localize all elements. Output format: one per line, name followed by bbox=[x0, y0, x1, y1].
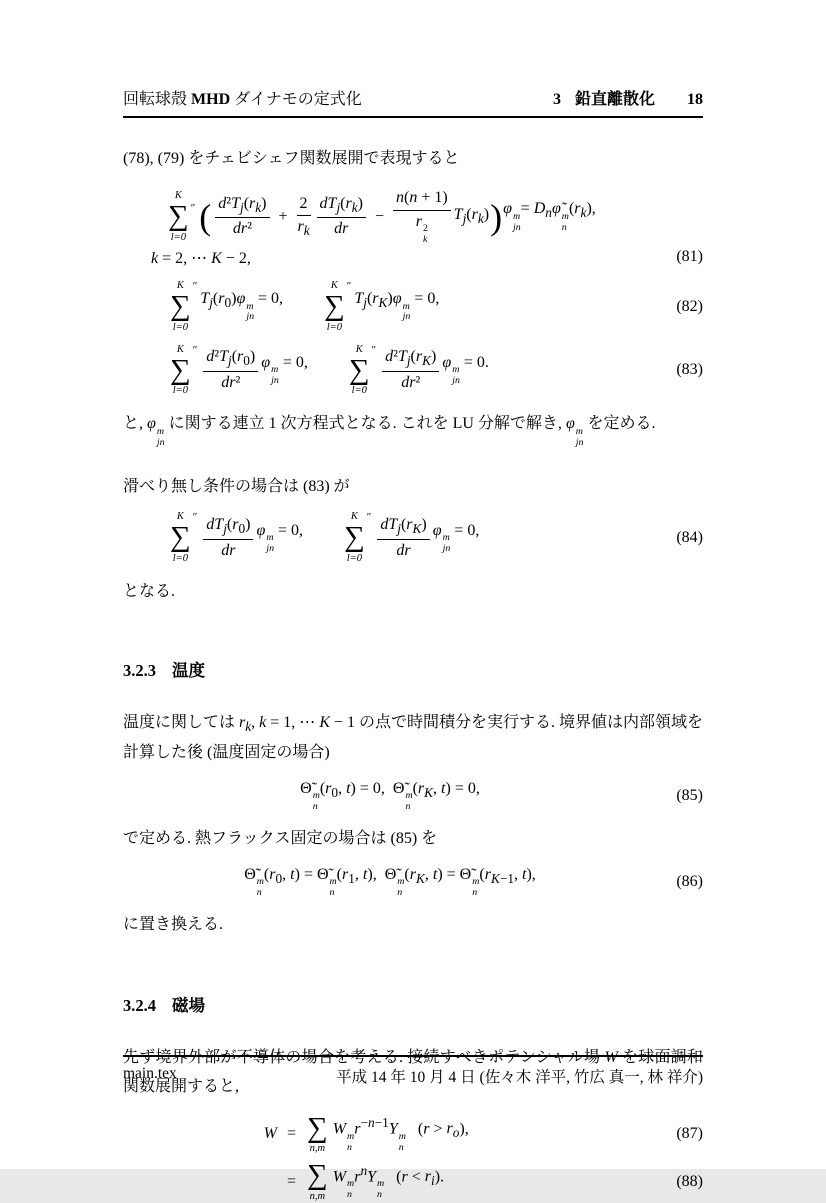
fraction-numerator: 2 bbox=[297, 194, 311, 217]
sigma-glyph: ∑ bbox=[307, 1111, 328, 1144]
paragraph-after83: と, φ m jn に関する連立 1 次方程式となる. これを LU 分解で解き, φ m jn を定める. bbox=[123, 415, 656, 448]
fraction-d2T-rK bbox=[382, 347, 439, 393]
boundary-term: $T_j(r_0)\varphi$ m jn = 0, bbox=[200, 290, 284, 323]
equation-number: (87) bbox=[676, 1125, 703, 1143]
sum-upper-limit: K bbox=[176, 343, 184, 355]
paragraph-magnetic: 先ず境界外部が不導体の場合を考える. 接続すべきポテンシャル場 W を球面調和関数展開すると, bbox=[123, 1048, 703, 1095]
equation-82 bbox=[123, 280, 703, 334]
fraction-numerator: $d^2T_j(r_0)$ bbox=[203, 347, 258, 372]
sigma-glyph: ∑ bbox=[324, 289, 345, 322]
fraction-nn1 bbox=[393, 188, 451, 246]
summation-symbol bbox=[170, 344, 191, 398]
sigma-glyph: ∑ bbox=[307, 1159, 328, 1192]
section-heading-324 bbox=[123, 992, 703, 1016]
phi-term: φ m jn = 0, bbox=[261, 353, 308, 387]
equation-83 bbox=[123, 344, 703, 398]
sum-lower-limit: l=0 bbox=[170, 231, 186, 243]
section-number: 3 bbox=[552, 91, 561, 108]
page-footer bbox=[123, 1055, 703, 1087]
equation-88 bbox=[123, 1161, 703, 1203]
section-heading-number: 3.2.4 bbox=[123, 995, 156, 1015]
equation-81-line2: k = 2, ⋯ K − 2, bbox=[151, 249, 251, 267]
fraction-numerator: n(n + 1) bbox=[393, 188, 451, 211]
equation-number: (88) bbox=[676, 1172, 703, 1190]
paragraph-sadameru: で定める. 熱フラックス固定の場合は (85) を bbox=[123, 830, 438, 848]
double-prime: ″ bbox=[192, 511, 198, 524]
fraction-dT-r0 bbox=[203, 515, 253, 561]
fraction-denominator: dr² bbox=[401, 373, 421, 391]
summation-symbol bbox=[170, 511, 191, 565]
fraction-denominator: dr bbox=[334, 220, 349, 238]
paragraph-intro: (78), (79) をチェビシェフ関数展開で表現すると bbox=[123, 150, 460, 167]
fraction-denominator: dr bbox=[396, 541, 411, 559]
running-title: 回転球殻 MHD ダイナモの定式化 bbox=[123, 91, 362, 108]
summation-symbol bbox=[324, 280, 345, 334]
equation-86 bbox=[123, 866, 703, 899]
sigma-glyph: ∑ bbox=[170, 289, 191, 322]
equation-number: (81) bbox=[676, 247, 703, 265]
sum-lower-limit: l=0 bbox=[172, 385, 188, 397]
fraction-denominator: r 2 k bbox=[415, 212, 428, 245]
fraction-d2T bbox=[215, 194, 269, 240]
equation-number: (82) bbox=[676, 297, 703, 315]
equation-81 bbox=[123, 188, 703, 268]
phi-term: φ m jn bbox=[503, 200, 521, 233]
sum-upper-limit: K bbox=[176, 279, 184, 291]
fraction-numerator: $d^2T_j(r_k)$ bbox=[215, 194, 269, 219]
equation-number: (86) bbox=[676, 873, 703, 891]
fraction-dT bbox=[317, 194, 366, 240]
plus-operator: + bbox=[278, 207, 288, 225]
double-prime: ″ bbox=[190, 201, 196, 214]
minus-operator: − bbox=[374, 207, 384, 225]
double-prime: ″ bbox=[366, 511, 372, 524]
fraction-dT-rK bbox=[377, 515, 429, 561]
equation-rhs: = $D_n\varphĩ$ m n $(r_k)$, bbox=[520, 200, 596, 233]
equation-82-body bbox=[123, 280, 657, 334]
section-heading-323 bbox=[123, 657, 703, 681]
sum-lower-limit: l=0 bbox=[172, 552, 188, 564]
summation-symbol bbox=[349, 344, 370, 398]
fraction-2-over-rk bbox=[297, 194, 311, 240]
fraction-denominator: dr² bbox=[221, 373, 241, 391]
sigma-glyph: ∑ bbox=[170, 353, 191, 386]
fraction-denominator: dr bbox=[221, 541, 236, 559]
double-prime: ″ bbox=[192, 343, 198, 356]
phi-term: φ m jn = 0. bbox=[442, 353, 489, 387]
section-heading-title: 磁場 bbox=[172, 995, 205, 1015]
lhs-W: W bbox=[263, 1125, 277, 1143]
equation-81-line1: K ∑ l=0 ″ ( $\frac{d^2T_j(r_k)}{\text{dr²}}$ + $\frac{2}{r_k}$ $\frac{dT_j(r_k)}{dr}$ − n(n + 1) r 2 k $T_j(r_k)$ ) φ m jn = $D_n\varphĩ$ m n $(r_k)$, bbox=[168, 188, 596, 245]
fraction-numerator: $d^2T_j(r_K)$ bbox=[382, 347, 439, 372]
equation-88-body bbox=[123, 1161, 657, 1203]
fraction-d2T-r0 bbox=[203, 347, 258, 393]
equals-sign: = bbox=[287, 1125, 297, 1143]
fraction-denominator: dr² bbox=[232, 220, 252, 238]
sigma-glyph: ∑ bbox=[348, 353, 370, 386]
section-heading-title: 温度 bbox=[172, 660, 205, 680]
equation-85-body: Θ̃ m n ($r_0$, t) = 0, Θ̃ m n ($r_K$, t) = 0, bbox=[300, 779, 480, 813]
sigma-glyph: ∑ bbox=[170, 521, 191, 554]
sum-upper-limit: K bbox=[174, 189, 182, 201]
double-prime: ″ bbox=[371, 343, 377, 356]
footer-filename: main.tex bbox=[123, 1065, 177, 1082]
fraction-numerator: $dT_j(r_K)$ bbox=[377, 515, 429, 540]
sum-upper-limit: K bbox=[330, 279, 338, 291]
equation-81-body bbox=[123, 188, 657, 268]
paragraph-okikaeru: に置き換える. bbox=[123, 916, 224, 934]
sum-lower-limit: l=0 bbox=[326, 321, 343, 333]
page-number: 18 bbox=[687, 91, 703, 108]
sum-lower-limit: l=0 bbox=[351, 385, 367, 397]
equation-87 bbox=[123, 1111, 703, 1156]
section-title: 鉛直離散化 bbox=[574, 91, 655, 108]
boundary-term: $T_j(r_K)\varphi$ m jn = 0, bbox=[354, 290, 440, 323]
sum-lower-limit: n,m bbox=[309, 1143, 326, 1155]
equation-84 bbox=[123, 511, 703, 565]
equation-83-body bbox=[123, 344, 657, 398]
potential-expansion: W m n $r^nY$ m n $(r < r_i)$. bbox=[332, 1162, 445, 1201]
section-heading-number: 3.2.3 bbox=[123, 660, 156, 680]
sum-lower-limit: l=0 bbox=[172, 321, 188, 333]
footer-date-authors: 平成 14 年 10 月 4 日 (佐々木 洋平, 竹広 真一, 林 祥介) bbox=[336, 1069, 703, 1086]
phi-term: φ m jn = 0, bbox=[256, 521, 304, 554]
equals-sign: = bbox=[287, 1172, 297, 1190]
paragraph-tonaru: となる. bbox=[123, 583, 176, 601]
sum-lower-limit: n,m bbox=[309, 1190, 326, 1202]
summation-symbol bbox=[307, 1161, 328, 1203]
potential-expansion: W m n $r^{-n-1}Y$ m n $(r > r_o)$, bbox=[332, 1115, 469, 1153]
paragraph-noslip: 滑べり無し条件の場合は (83) が bbox=[123, 477, 350, 495]
equation-85 bbox=[123, 780, 703, 813]
fraction-denominator: $r_k$ bbox=[297, 218, 310, 239]
summation-symbol bbox=[307, 1111, 328, 1156]
phi-term: φ m jn = 0, bbox=[432, 521, 480, 554]
fraction-numerator: $dT_j(r_0)$ bbox=[203, 515, 253, 540]
equation-number: (83) bbox=[676, 361, 703, 379]
double-prime: ″ bbox=[192, 279, 198, 292]
Tj-term: $T_j(r_k)$ bbox=[453, 206, 490, 227]
sum-upper-limit: K bbox=[176, 511, 184, 523]
equation-87-body bbox=[123, 1111, 657, 1156]
sigma-glyph: ∑ bbox=[168, 200, 189, 233]
equation-86-body: Θ̃ m n ($r_0$, t) = Θ̃ m n ($r_1$, t), Θ̃ m n ($r_K$, t) = Θ̃ m n ($r_{K-1}$, t), bbox=[244, 865, 536, 899]
sigma-glyph: ∑ bbox=[344, 521, 365, 554]
header-right bbox=[553, 86, 703, 109]
double-prime: ″ bbox=[346, 279, 352, 292]
page-header bbox=[123, 86, 703, 118]
summation-symbol bbox=[344, 511, 365, 565]
summation-symbol bbox=[168, 190, 189, 244]
equation-84-body bbox=[123, 511, 657, 565]
sum-lower-limit: l=0 bbox=[346, 552, 363, 564]
equation-number: (84) bbox=[676, 529, 703, 547]
equation-number: (85) bbox=[676, 787, 703, 805]
summation-symbol bbox=[170, 280, 191, 334]
sum-upper-limit: K bbox=[350, 511, 358, 523]
fraction-numerator: $dT_j(r_k)$ bbox=[317, 194, 366, 219]
sum-upper-limit: K bbox=[355, 343, 363, 355]
paragraph-temperature: 温度に関しては $r_k$, k = 1, ⋯ K − 1 の点で時間積分を実行する. 境界値は内部領域を計算した後 (温度固定の場合) bbox=[123, 713, 704, 761]
